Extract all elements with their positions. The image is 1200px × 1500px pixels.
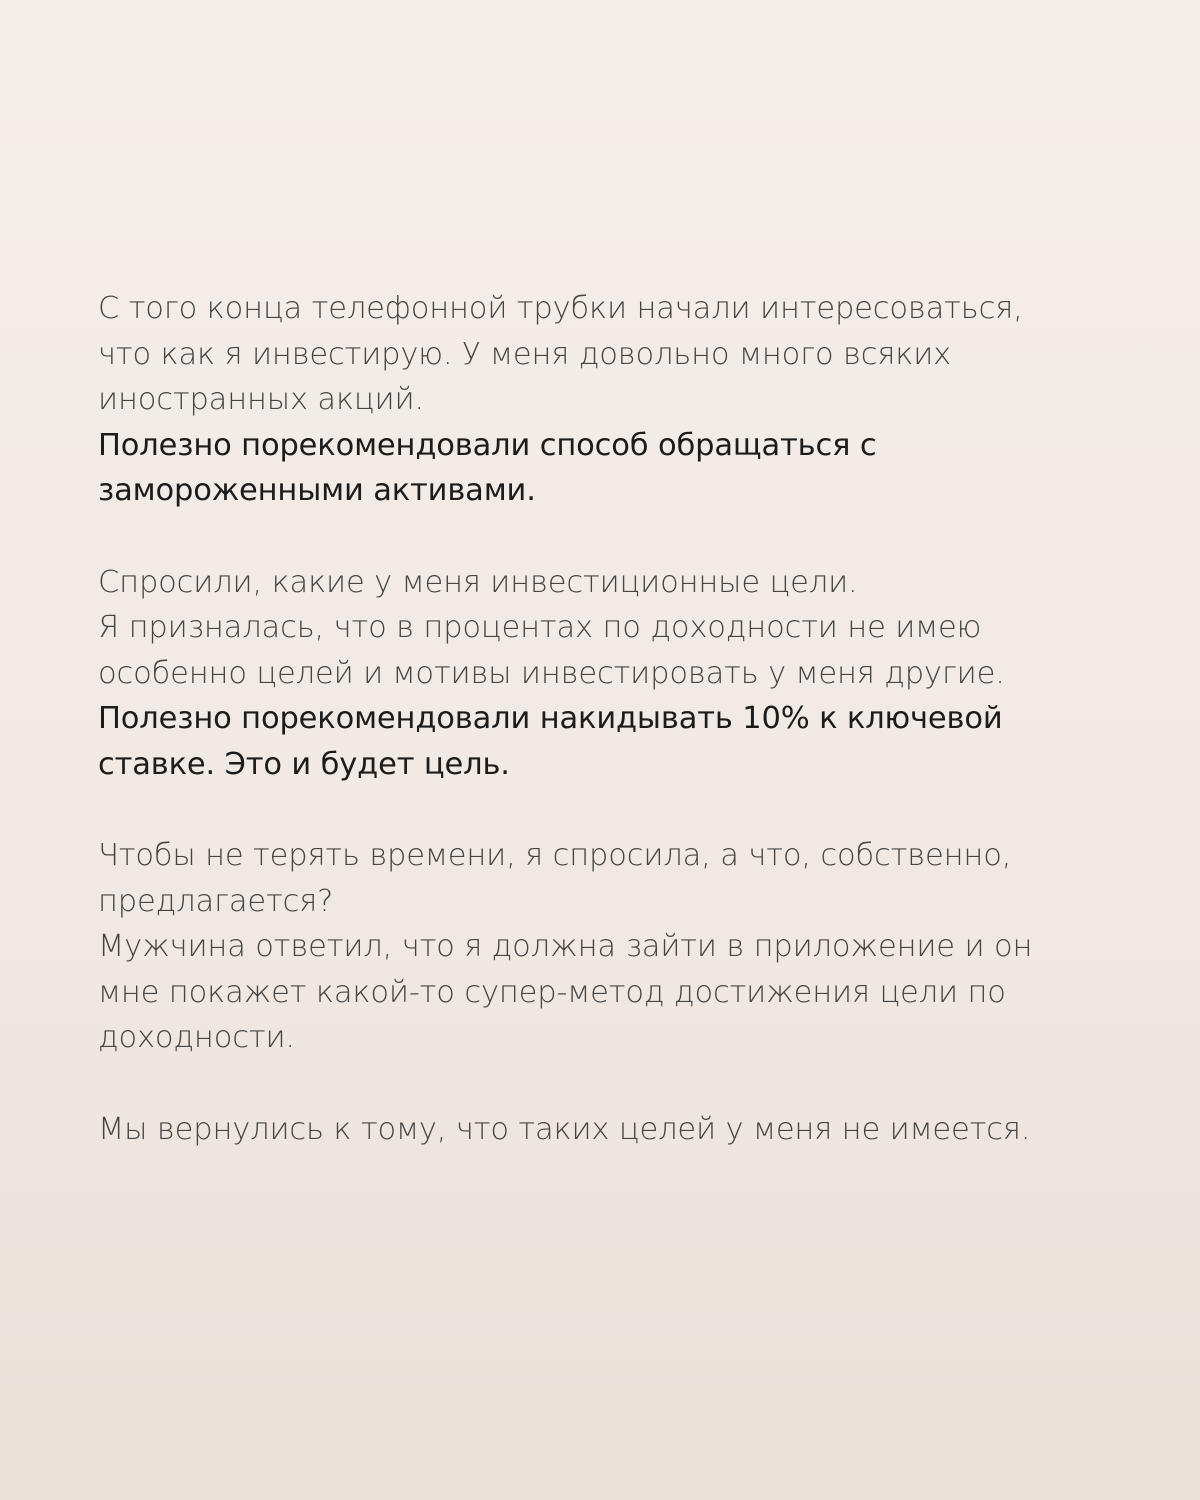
paragraph-1-highlight-line-1: Полезно порекомендовали способ обращаться с — [98, 427, 877, 463]
paragraph-1-highlight-line-2: замороженными активами. — [98, 473, 536, 508]
paragraph-2-line-1: Спросили, какие у меня инвестиционные цели. — [98, 564, 858, 600]
paragraph-2-line-2: Я призналась, что в процентах по доходности не имею — [98, 610, 982, 645]
paragraph-1-line-1: С того конца телефонной трубки начали интересоваться, — [98, 291, 1023, 326]
paragraph-2-highlight-line-1: Полезно порекомендовали накидывать 10% к ключевой — [98, 701, 1003, 736]
paragraph-2 — [98, 560, 1102, 788]
story-text-block — [98, 286, 1102, 1198]
paragraph-3 — [98, 833, 1102, 1061]
paragraph-4 — [98, 1107, 1102, 1153]
paragraph-1-line-2: что как я инвестирую. У меня довольно много всяких — [98, 336, 952, 372]
paragraph-2-line-3: особенно целей и мотивы инвестировать у меня другие. — [98, 655, 1005, 691]
paragraph-2-highlight-line-2: ставке. Это и будет цель. — [98, 746, 510, 782]
paragraph-3-line-2: предлагается? — [98, 883, 334, 919]
paragraph-3-line-3: Мужчина ответил, что я должна зайти в приложение и он — [98, 929, 1033, 964]
paragraph-3-line-4: мне покажет какой-то супер-метод достижения цели по — [98, 974, 1006, 1010]
paragraph-3-line-5: доходности. — [98, 1020, 295, 1055]
paragraph-1 — [98, 286, 1102, 514]
paragraph-4-line-1: Мы вернулись к тому, что таких целей у меня не имеется. — [98, 1111, 1031, 1147]
paragraph-3-line-1: Чтобы не терять времени, я спросила, а что, собственно, — [98, 838, 1012, 873]
paragraph-1-line-3: иностранных акций. — [98, 382, 424, 417]
